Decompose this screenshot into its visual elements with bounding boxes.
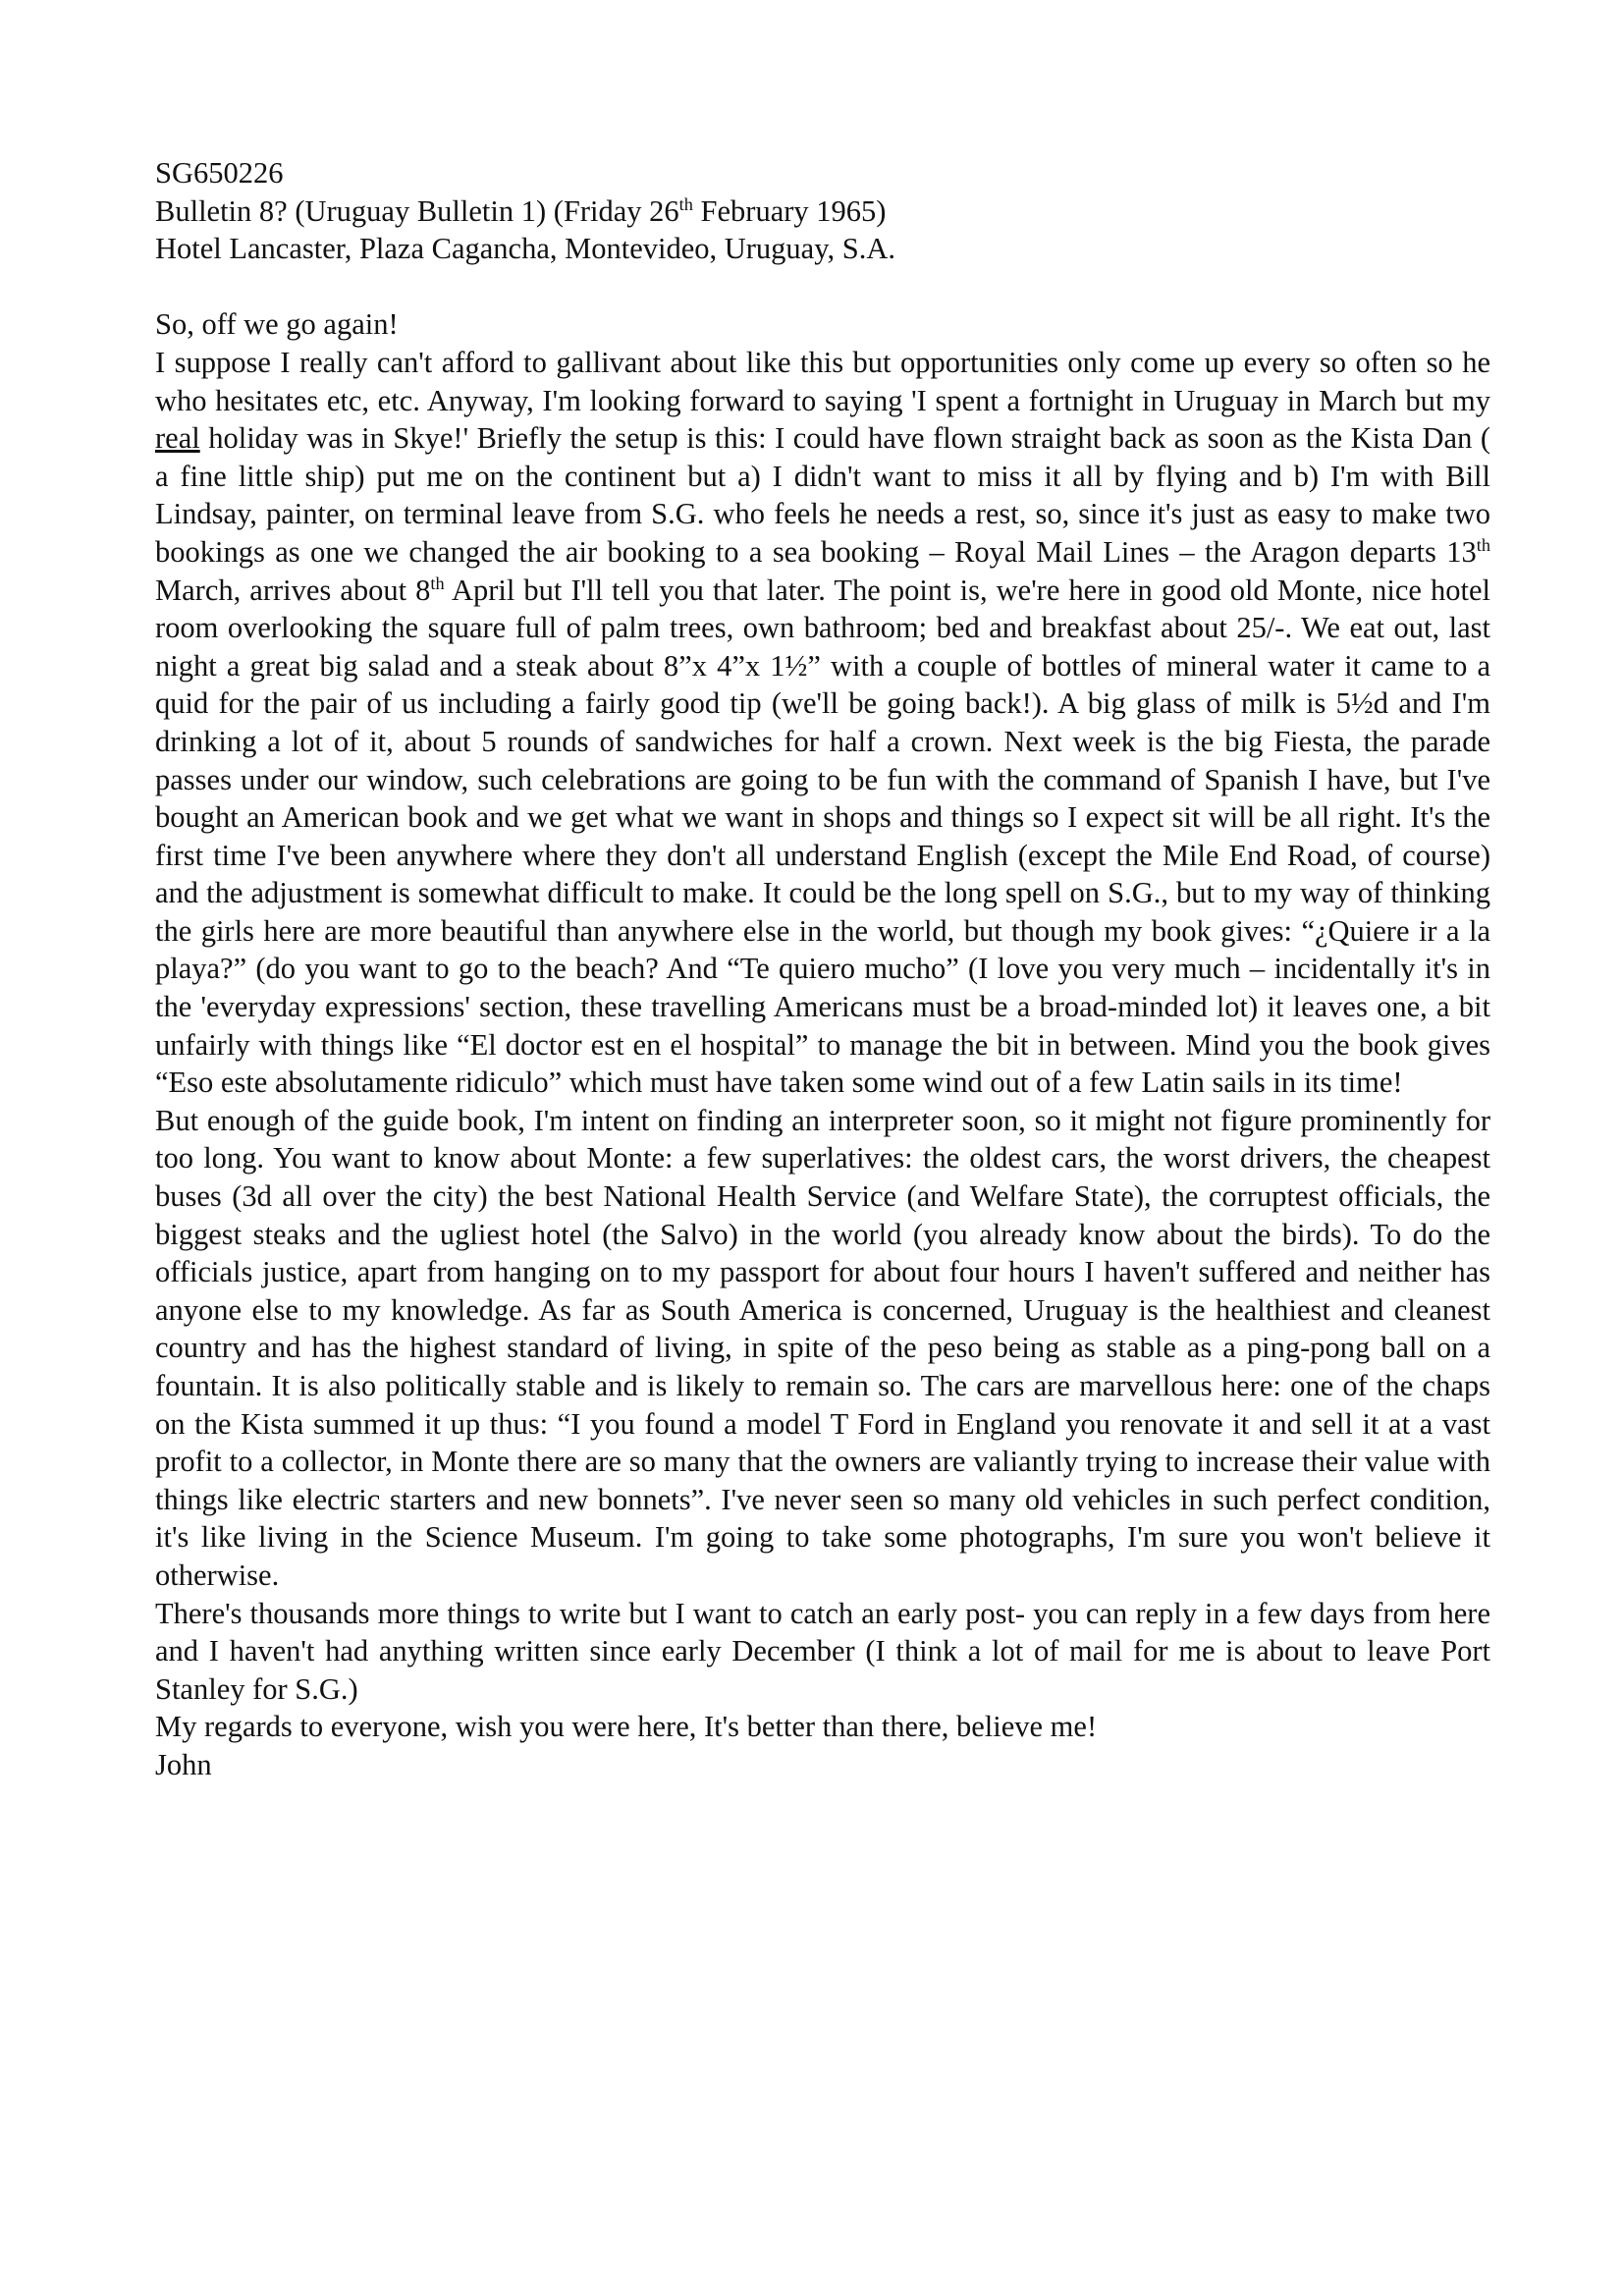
p1-text-a: I suppose I really can't afford to gallivant about like this but opportunities only come up every so often so he who hesitates etc, etc. Anyway, I'm looking forward to saying 'I spent a fortnight in Uruguay in March but my [155, 345, 1490, 417]
p1-text-b: holiday was in Skye!' Briefly the setup is this: I could have flown straight back as soon as the Kista Dan ( a fine little ship) put me on the continent but a) I didn't want to miss it all by flying and b) I'm with Bill Lindsay, painter, on terminal leave from S.G. who feels he needs a rest, so, since it's just as easy to make two bookings as one we changed the air booking to a sea booking – Royal Mail Lines – the Aragon departs 13 [155, 421, 1490, 569]
bulletin-suffix: February 1965) [692, 193, 887, 228]
paragraph-2: But enough of the guide book, I'm intent on finding an interpreter soon, so it might not figure prominently for too long. You want to know about Monte: a few superlatives: the oldest cars, the worst drivers, the cheapest buses (3d all over the city) the best National Health Service (and Welfare State), the corruptest officials, the biggest steaks and the ugliest hotel (the Salvo) in the world (you already know about the birds). To do the officials justice, apart from hanging on to my passport for about four hours I haven't suffered and neither has anyone else to my knowledge. As far as South America is concerned, Uruguay is the healthiest and cleanest country and has the highest standard of living, in spite of the peso being as stable as a ping-pong ball on a fountain. It is also politically stable and is likely to remain so. The cars are marvellous here: one of the chaps on the Kista summed it up thus: “I you found a model T Ford in England you renovate it and sell it at a vast profit to a collector, in Monte there are so many that the owners are valiantly trying to increase their value with things like electric starters and new bonnets”. I've never seen so many old vehicles in such perfect condition, it's like living in the Science Museum. I'm going to take some photographs, I'm sure you won't believe it otherwise. [155, 1103, 1490, 1592]
underlined-word: real [155, 421, 200, 456]
ordinal-8th: th [430, 573, 445, 593]
p1-text-c: March, arrives about 8 [155, 573, 431, 607]
address-line: Hotel Lancaster, Plaza Cagancha, Montevideo, Uruguay, S.A. [155, 232, 895, 266]
bulletin-line [155, 192, 1490, 231]
letter-page [155, 154, 1490, 1784]
paragraph-1 [155, 344, 1490, 1102]
paragraph-3: There's thousands more things to write but I want to catch an early post- you can reply in a few days from here and I haven't had anything written since early December (I think a lot of mail for me is about to leave Port Stanley for S.G.) [155, 1596, 1490, 1706]
bulletin-prefix: Bulletin 8? (Uruguay Bulletin 1) (Friday 26 [155, 193, 679, 228]
closing-line: My regards to everyone, wish you were here, It's better than there, believe me! [155, 1710, 1098, 1744]
opening-line: So, off we go again! [155, 307, 399, 342]
document-ref: SG650226 [155, 156, 284, 190]
p1-text-d: April but I'll tell you that later. The point is, we're here in good old Monte, nice hotel room overlooking the square full of palm trees, own bathroom; bed and breakfast about 25/-. We eat out, last night a great big salad and a steak about 8”x 4”x 1½” with a couple of bottles of mineral water it came to a quid for the pair of us including a fairly good tip (we'll be going back!). A big glass of milk is 5½d and I'm drinking a lot of it, about 5 rounds of sandwiches for half a crown. Next week is the big Fiesta, the parade passes under our window, such celebrations are going to be fun with the command of Spanish I have, but I've bought an American book and we get what we want in shops and things so I expect sit will be all right. It's the first time I've been anywhere where they don't all understand English (except the Mile End Road, of course) and the adjustment is somewhat difficult to make. It could be the long spell on S.G., but to my way of thinking the girls here are more beautiful than anywhere else in the world, but though my book gives: “¿Quiere ir a la playa?” (do you want to go to the beach? And “Te quiero mucho” (I love you very much – incidentally it's in the 'everyday expressions' section, these travelling Americans must be a broad-minded lot) it leaves one, a bit unfairly with things like “El doctor est en el hospital” to manage the bit in between. Mind you the book gives “Eso este absolutamente ridiculo” which must have taken some wind out of a few Latin sails in its time! [155, 573, 1490, 1100]
bulletin-ordinal: th [678, 193, 693, 214]
blank-line [155, 268, 1490, 306]
signature: John [155, 1747, 212, 1781]
ordinal-13th: th [1476, 534, 1490, 555]
